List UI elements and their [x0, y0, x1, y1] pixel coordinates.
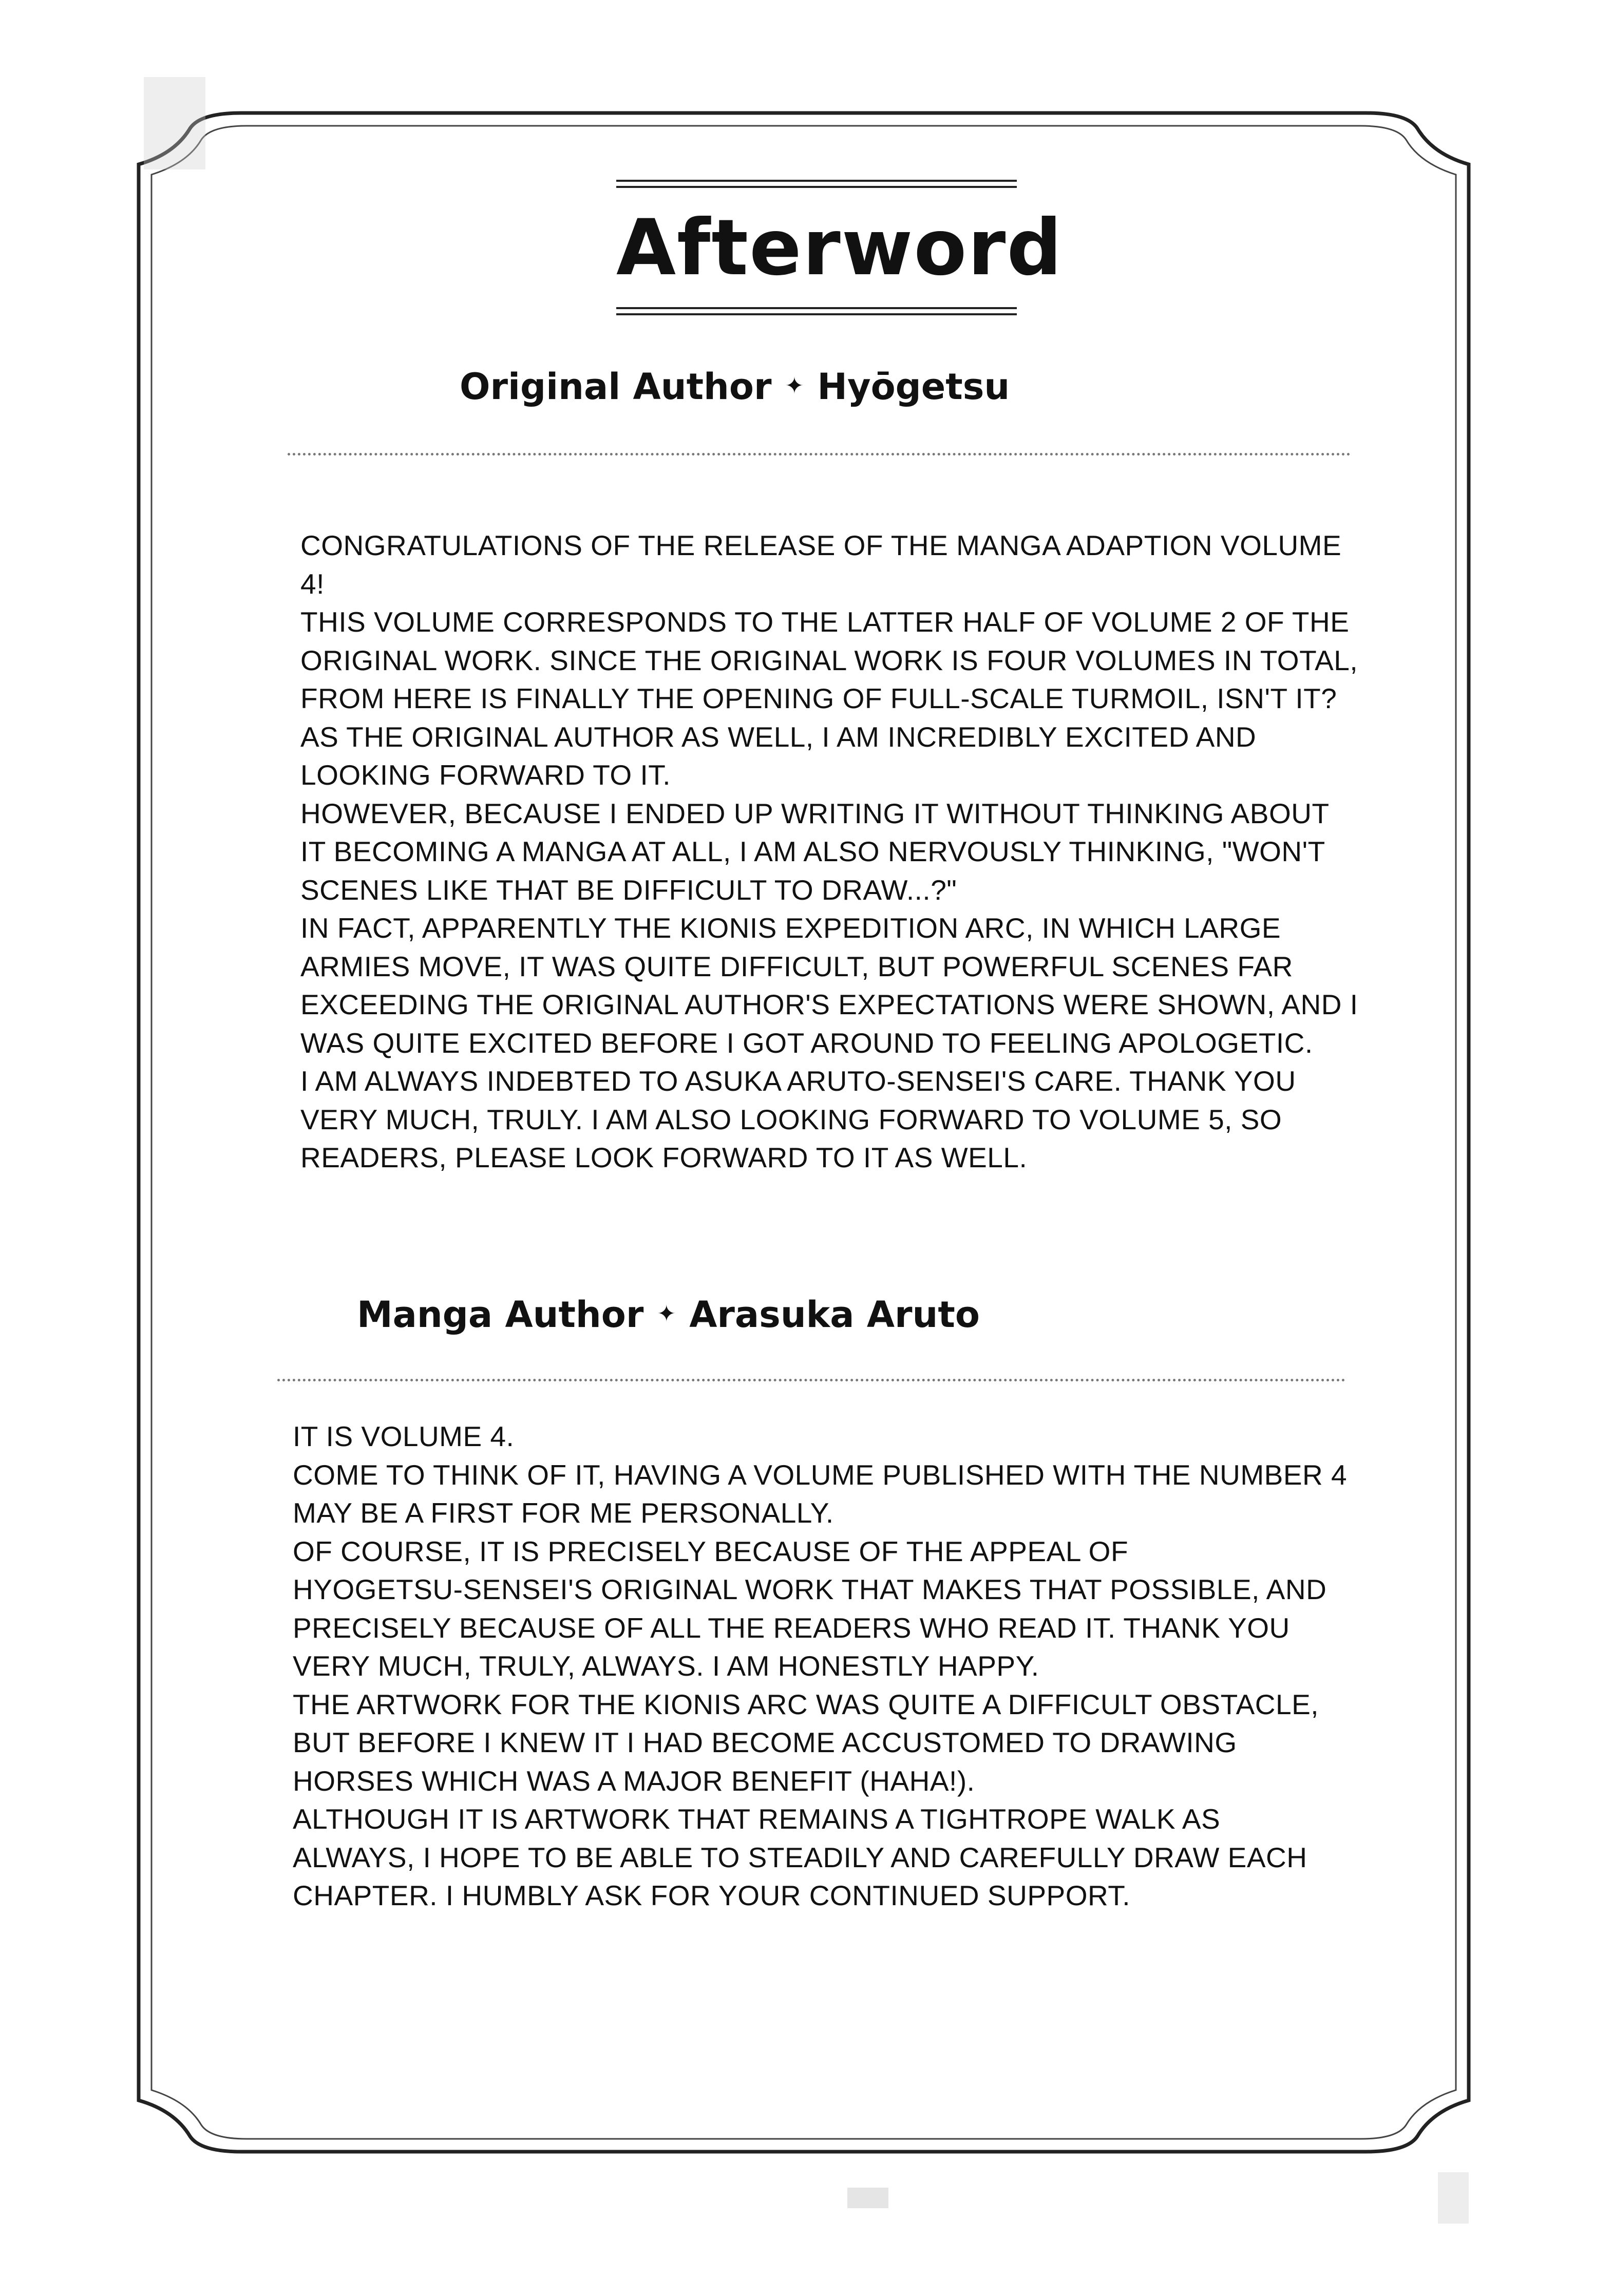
page-title: Afterword: [616, 203, 1063, 293]
body-line: ALWAYS, I HOPE TO BE ABLE TO STEADILY AND CAREFULLY DRAW EACH: [293, 1841, 1307, 1873]
section-heading-original-author: [460, 366, 1010, 408]
body-line: EXCEEDING THE ORIGINAL AUTHOR'S EXPECTATIONS WERE SHOWN, AND I: [300, 989, 1358, 1020]
title-block: [616, 180, 1063, 315]
separator-diamond-icon: ✦: [785, 372, 804, 399]
body-line: BUT BEFORE I KNEW IT I HAD BECOME ACCUSTOMED TO DRAWING: [293, 1726, 1237, 1758]
section-author-name: Hyōgetsu: [817, 366, 1010, 408]
section-body-original-author: [300, 526, 1358, 1177]
section-author-name: Arasuka Aruto: [689, 1294, 980, 1336]
body-line: I AM ALWAYS INDEBTED TO ASUKA ARUTO-SENSEI'S CARE. THANK YOU: [300, 1065, 1296, 1097]
body-line: THE ARTWORK FOR THE KIONIS ARC WAS QUITE A DIFFICULT OBSTACLE,: [293, 1688, 1319, 1720]
body-line: VERY MUCH, TRULY, ALWAYS. I AM HONESTLY HAPPY.: [293, 1650, 1039, 1682]
body-line: HOWEVER, BECAUSE I ENDED UP WRITING IT WITHOUT THINKING ABOUT: [300, 797, 1330, 829]
body-line: CHAPTER. I HUMBLY ASK FOR YOUR CONTINUED SUPPORT.: [293, 1880, 1130, 1911]
body-line: COME TO THINK OF IT, HAVING A VOLUME PUBLISHED WITH THE NUMBER 4: [293, 1458, 1348, 1491]
body-line: MAY BE A FIRST FOR ME PERSONALLY.: [293, 1497, 834, 1529]
body-line: PRECISELY BECAUSE OF ALL THE READERS WHO READ IT. THANK YOU: [293, 1611, 1290, 1644]
title-bottom-rule: [616, 307, 1017, 315]
separator-diamond-icon: ✦: [657, 1300, 676, 1327]
title-top-rule: [616, 180, 1017, 188]
body-line: THIS VOLUME CORRESPONDS TO THE LATTER HALF OF VOLUME 2 OF THE: [300, 606, 1350, 638]
body-line: ARMIES MOVE, IT WAS QUITE DIFFICULT, BUT POWERFUL SCENES FAR: [300, 950, 1293, 982]
body-line: IT IS VOLUME 4.: [293, 1420, 515, 1452]
body-line: ORIGINAL WORK. SINCE THE ORIGINAL WORK IS FOUR VOLUMES IN TOTAL,: [300, 644, 1358, 676]
body-line: HORSES WHICH WAS A MAJOR BENEFIT (HAHA!).: [293, 1764, 975, 1797]
body-line: 4!: [300, 567, 325, 600]
section-divider-dotted: [288, 453, 1351, 456]
body-line: IT BECOMING A MANGA AT ALL, I AM ALSO NERVOUSLY THINKING, "WON'T: [300, 836, 1325, 867]
section-heading-manga-author: [357, 1294, 980, 1336]
section-divider-dotted: [277, 1379, 1345, 1381]
section-role-label: Original Author: [460, 366, 772, 408]
body-line: ALTHOUGH IT IS ARTWORK THAT REMAINS A TIGHTROPE WALK AS: [293, 1803, 1221, 1835]
section-body-manga-author: [293, 1417, 1347, 1915]
body-line: FROM HERE IS FINALLY THE OPENING OF FULL-SCALE TURMOIL, ISN'T IT?: [300, 682, 1337, 714]
body-line: OF COURSE, IT IS PRECISELY BECAUSE OF THE APPEAL OF: [293, 1535, 1129, 1567]
body-line: IN FACT, APPARENTLY THE KIONIS EXPEDITION ARC, IN WHICH LARGE: [300, 912, 1281, 944]
body-line: HYOGETSU-SENSEI'S ORIGINAL WORK THAT MAKES THAT POSSIBLE, AND: [293, 1573, 1327, 1605]
body-line: SCENES LIKE THAT BE DIFFICULT TO DRAW...?": [300, 874, 957, 906]
body-line: VERY MUCH, TRULY. I AM ALSO LOOKING FORWARD TO VOLUME 5, SO: [300, 1103, 1282, 1135]
section-role-label: Manga Author: [357, 1294, 644, 1336]
body-line: AS THE ORIGINAL AUTHOR AS WELL, I AM INCREDIBLY EXCITED AND: [300, 720, 1257, 753]
body-line: CONGRATULATIONS OF THE RELEASE OF THE MANGA ADAPTION VOLUME: [300, 529, 1342, 561]
body-line: WAS QUITE EXCITED BEFORE I GOT AROUND TO FEELING APOLOGETIC.: [300, 1027, 1313, 1059]
body-line: LOOKING FORWARD TO IT.: [300, 759, 671, 791]
body-line: READERS, PLEASE LOOK FORWARD TO IT AS WELL.: [300, 1142, 1028, 1173]
